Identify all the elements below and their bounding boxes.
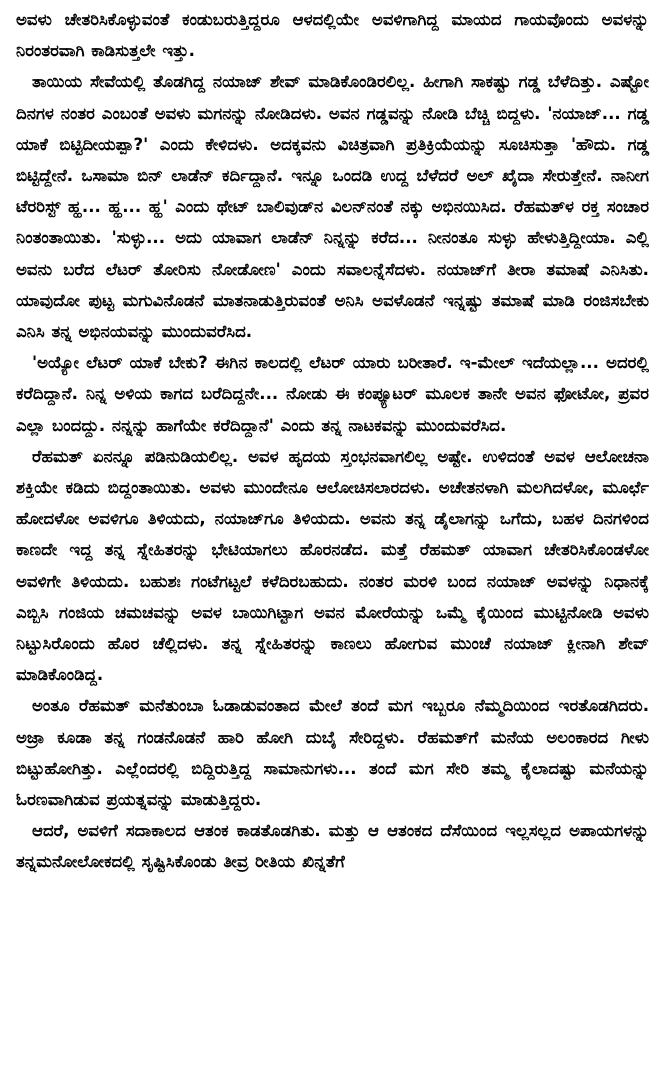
paragraph-5: ಅಂತೂ ರೆಹಮತ್ ಮನೆತುಂಬಾ ಓಡಾಡುವಂತಾದ ಮೇಲೆ ತಂದೆ ಮಗ ಇಬ್ಬರೂ ನೆಮ್ಮದಿಯಿಂದ ಇರತೊಡಗಿದರು. ಅಜ್ರಾ ಕೂಡಾ ತನ್ನ ಗಂಡನೊಡನೆ ಹಾರಿ ಹೋಗಿ ದುಬೈ ಸೇರಿದ್ದಳು. ರೆಹಮತ್‌ಗೆ ಮನೆಯ ಅಲಂಕಾರದ ಗೀಳು ಬಿಟ್ಟುಹೋಗಿತ್ತು. ಎಲ್ಲೆಂದರಲ್ಲಿ ಬಿದ್ದಿರುತ್ತಿದ್ದ ಸಾಮಾನುಗಳು... ತಂದೆ ಮಗ ಸೇರಿ ತಮ್ಮ ಕೈಲಾದಷ್ಟು ಮನೆಯನ್ನು ಓರಣವಾಗಿಡುವ ಪ್ರಯತ್ನವನ್ನು ಮಾಡುತ್ತಿದ್ದರು. <box>16 696 649 810</box>
paragraph-3: 'ಅಯ್ಯೋ ಲೆಟರ್ ಯಾಕೆ ಬೇಕು? ಈಗಿನ ಕಾಲದಲ್ಲಿ ಲೆಟರ್ ಯಾರು ಬರೀತಾರೆ. ಇ-ಮೇಲ್ ಇದೆಯಲ್ಲಾ... ಅದರಲ್ಲಿ ಕರೆದಿದ್ದಾನೆ. ನಿನ್ನ ಅಳಿಯ ಕಾಗದ ಬರೆದಿದ್ದನೇ... ನೋಡು ಈ ಕಂಪ್ಯೂಟರ್ ಮೂಲಕ ತಾನೇ ಅವನ ಫೋಟೋ, ಪ್ರವರ ಎಲ್ಲಾ ಬಂದದ್ದು. ನನ್ನನ್ನು ಹಾಗೆಯೇ ಕರೆದಿದ್ದಾನೆ' ಎಂದು ತನ್ನ ನಾಟಕವನ್ನು ಮುಂದುವರೆಸಿದ. <box>16 353 649 435</box>
paragraph-6: ಆದರೆ, ಅವಳಿಗೆ ಸದಾಕಾಲದ ಆತಂಕ ಕಾಡತೊಡಗಿತು. ಮತ್ತು ಆ ಆತಂಕದ ದೆಸೆಯಿಂದ ಇಲ್ಲಸಲ್ಲದ ಅಪಾಯಗಳನ್ನು ತನ್ನಮನೋಲೋಕದಲ್ಲಿ ಸೃಷ್ಟಿಸಿಕೊಂಡು ತೀವ್ರ ರೀತಿಯ ಖಿನ್ನತೆಗೆ <box>16 821 649 872</box>
paragraph-4: ರೆಹಮತ್ ಏನನ್ನೂ ಪಡಿನುಡಿಯಲಿಲ್ಲ. ಅವಳ ಹೃದಯ ಸ್ತಂಭನವಾಗಲಿಲ್ಲ ಅಷ್ಟೇ. ಉಳಿದಂತೆ ಅವಳ ಆಲೋಚನಾ ಶಕ್ತಿಯೇ ಕಡಿದು ಬಿದ್ದಂತಾಯಿತು. ಅವಳು ಮುಂದೇನೂ ಆಲೋಚಿಸಲಾರದಳು. ಅಚೇತನಳಾಗಿ ಮಲಗಿದಳೋ, ಮೂರ್ಛೆ ಹೋದಳೋ ಅವಳಿಗೂ ತಿಳಿಯದು, ನಯಾಜ್‌ಗೂ ತಿಳಿಯದು. ಅವನು ತನ್ನ ಡೈಲಾಗನ್ನು ಒಗೆದು, ಬಹಳ ದಿನಗಳಿಂದ ಕಾಣದೇ ಇದ್ದ ತನ್ನ ಸ್ನೇಹಿತರನ್ನು ಭೇಟಿಯಾಗಲು ಹೊರನಡೆದ. ಮತ್ತೆ ರೆಹಮತ್ ಯಾವಾಗ ಚೇತರಿಸಿಕೊಂಡಳೋ ಅವಳಿಗೇ ತಿಳಿಯದು. ಬಹುಶಃ ಗಂಟೆಗಟ್ಟಲೆ ಕಳೆದಿರಬಹುದು. ನಂತರ ಮರಳಿ ಬಂದ ನಯಾಜ್ ಅವಳನ್ನು ನಿಧಾನಕ್ಕೆ ಎಬ್ಬಿಸಿ ಗಂಜಿಯ ಚಮಚವನ್ನು ಅವಳ ಬಾಯಿಗಿಟ್ಟಾಗ ಅವನ ಮೋರೆಯನ್ನು ಒಮ್ಮೆ ಕೈಯಿಂದ ಮುಟ್ಟಿನೋಡಿ ಅವಳು ನಿಟ್ಟುಸಿರೊಂದು ಹೊರ ಚೆಲ್ಲಿದಳು. ತನ್ನ ಸ್ನೇಹಿತರನ್ನು ಕಾಣಲು ಹೋಗುವ ಮುಂಚೆ ನಯಾಜ್ ಕ್ಲೀನಾಗಿ ಶೇವ್ ಮಾಡಿಕೊಂಡಿದ್ದ. <box>16 446 649 685</box>
paragraph-2: ತಾಯಿಯ ಸೇವೆಯಲ್ಲಿ ತೊಡಗಿದ್ದ ನಯಾಜ್ ಶೇವ್ ಮಾಡಿಕೊಂಡಿರಲಿಲ್ಲ. ಹೀಗಾಗಿ ಸಾಕಷ್ಟು ಗಡ್ಡ ಬೆಳೆದಿತ್ತು. ಎಷ್ಟೋ ದಿನಗಳ ನಂತರ ಎಂಬಂತೆ ಅವಳು ಮಗನನ್ನು ನೋಡಿದಳು. ಅವನ ಗಡ್ಡವನ್ನು ನೋಡಿ ಬೆಚ್ಚಿ ಬಿದ್ದಳು. 'ನಯಾಜ್... ಗಡ್ಡ ಯಾಕೆ ಬಿಟ್ಟಿದೀಯಪ್ಪಾ?' ಎಂದು ಕೇಳಿದಳು. ಅದಕ್ಕವನು ವಿಚಿತ್ರವಾಗಿ ಪ್ರತಿಕ್ರಿಯೆಯನ್ನು ಸೂಚಿಸುತ್ತಾ 'ಹೌದು. ಗಡ್ಡ ಬಿಟ್ಟಿದ್ದೇನೆ. ಒಸಾಮಾ ಬಿನ್ ಲಾಡೆನ್ ಕರ್ದಿದ್ದಾನೆ. ಇನ್ನೂ ಒಂದಡಿ ಉದ್ದ ಬೆಳೆದರೆ ಅಲ್ ಖೈದಾ ಸೇರುತ್ತೇನೆ. ನಾನೀಗ ಟೆರರಿಸ್ಟ್ ಹ್ಹ... ಹ್ಹ... ಹ್ಹ' ಎಂದು ಥೇಟ್ ಬಾಲಿವುಡ್‌ನ ವಿಲನ್‌ನಂತೆ ನಕ್ಕು ಅಭಿನಯಿಸಿದ. ರೆಹಮತ್‌ಳ ರಕ್ತ ಸಂಚಾರ ನಿಂತಂತಾಯಿತು. 'ಸುಳ್ಳು... ಅದು ಯಾವಾಗ ಲಾಡೆನ್ ನಿನ್ನನ್ನು ಕರೆದ... ನೀನಂತೂ ಸುಳ್ಳು ಹೇಳುತ್ತಿದ್ದೀಯಾ. ಎಲ್ಲಿ ಅವನು ಬರೆದ ಲೆಟರ್ ತೋರಿಸು ನೋಡೋಣ' ಎಂದು ಸವಾಲನ್ನೆಸೆದಳು. ನಯಾಜ್‌ಗೆ ತೀರಾ ತಮಾಷೆ ಎನಿಸಿತು. ಯಾವುದೋ ಪುಟ್ಟ ಮಗುವಿನೊಡನೆ ಮಾತನಾಡುತ್ತಿರುವಂತೆ ಅನಿಸಿ ಅವಳೊಡನೆ ಇನ್ನಷ್ಟು ತಮಾಷೆ ಮಾಡಿ ರಂಜಿಸಬೇಕು ಎನಿಸಿ ತನ್ನ ಅಭಿನಯವನ್ನು ಮುಂದುವರೆಸಿದ. <box>16 72 649 342</box>
paragraph-1: ಅವಳು ಚೇತರಿಸಿಕೊಳ್ಳುವಂತೆ ಕಂಡುಬರುತ್ತಿದ್ದರೂ ಆಳದಲ್ಲಿಯೇ ಅವಳಿಗಾಗಿದ್ದ ಮಾಯದ ಗಾಯವೊಂದು ಅವಳನ್ನು ನಿರಂತರವಾಗಿ ಕಾಡಿಸುತ್ತಲೇ ಇತ್ತು. <box>16 10 649 61</box>
